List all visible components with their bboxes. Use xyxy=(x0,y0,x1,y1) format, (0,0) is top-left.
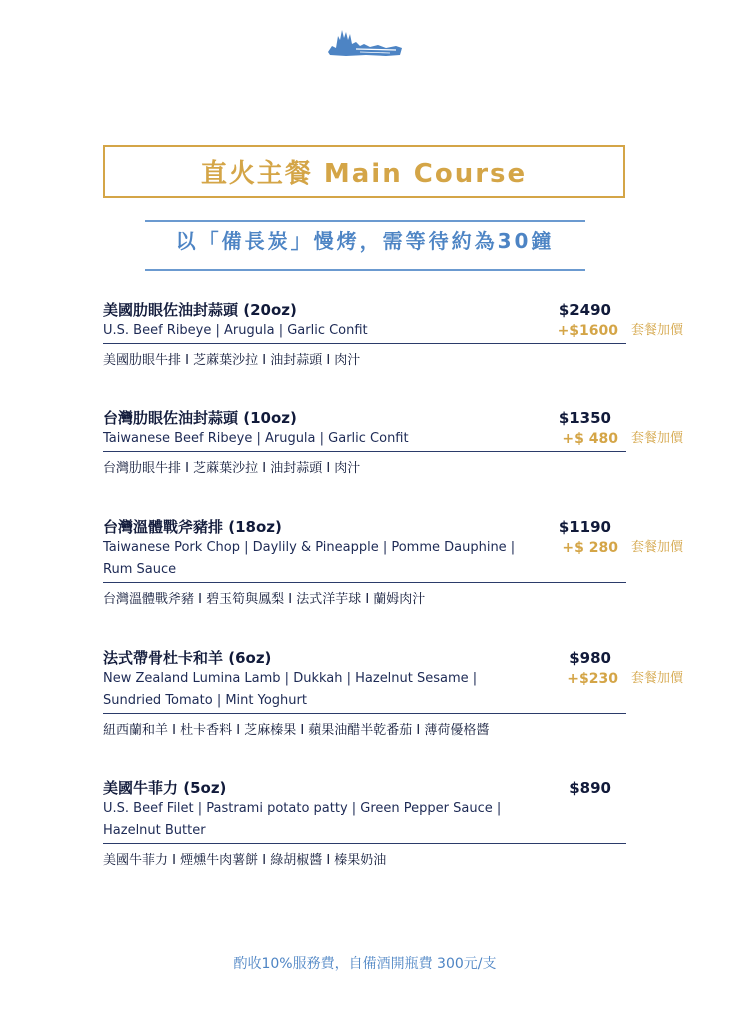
item-name: 美國牛菲力 (5oz) xyxy=(103,779,227,797)
item-price: $1190 xyxy=(558,518,611,536)
item-chinese-description: 美國牛菲力 I 煙燻牛肉薯餅 I 綠胡椒醬 I 榛果奶油 xyxy=(103,853,387,868)
item-english-description: Taiwanese Pork Chop | Daylily & Pineapple | Pomme Dauphine | Rum Sauce xyxy=(103,540,516,577)
section-title: 直火主餐 Main Course xyxy=(200,159,528,189)
item-chinese-description: 紐西蘭和羊 I 杜卡香料 I 芝麻榛果 I 蘋果油醋半乾番茄 I 薄荷優格醬 xyxy=(103,723,490,738)
service-charge-note: 酌收10%服務費，自備酒開瓶費 300元/支 xyxy=(233,956,497,972)
item-divider xyxy=(103,713,626,714)
item-price: $980 xyxy=(569,649,611,667)
set-meal-surcharge-label: 套餐加價 xyxy=(631,323,684,338)
item-name: 台灣溫體戰斧豬排 (18oz) xyxy=(103,518,282,536)
set-meal-surcharge: +$ 280 xyxy=(562,540,618,556)
menu-item xyxy=(103,517,691,609)
item-chinese-description: 台灣溫體戰斧豬 I 碧玉筍與鳳梨 I 法式洋芋球 I 蘭姆肉汁 xyxy=(103,592,426,607)
item-english-description: Taiwanese Beef Ribeye | Arugula | Garlic Confit xyxy=(103,431,409,446)
item-english-description: U.S. Beef Ribeye | Arugula | Garlic Confit xyxy=(103,323,368,338)
item-chinese-description: 台灣肋眼牛排 I 芝蔴葉沙拉 I 油封蒜頭 I 肉汁 xyxy=(103,461,361,476)
item-price: $1350 xyxy=(558,409,611,427)
item-divider xyxy=(103,343,626,344)
item-divider xyxy=(103,582,626,583)
menu-item xyxy=(103,408,691,478)
item-name: 美國肋眼佐油封蒜頭 (20oz) xyxy=(103,301,297,319)
menu-item xyxy=(103,648,691,740)
item-name: 法式帶骨杜卡和羊 (6oz) xyxy=(103,649,272,667)
menu-item xyxy=(103,778,691,870)
set-meal-surcharge: +$1600 xyxy=(557,323,618,339)
item-chinese-description: 美國肋眼牛排 I 芝蔴葉沙拉 I 油封蒜頭 I 肉汁 xyxy=(103,353,361,368)
set-meal-surcharge-label: 套餐加價 xyxy=(631,431,684,446)
subtitle-rule-top xyxy=(145,220,585,222)
menu-item xyxy=(103,300,691,370)
item-price: $2490 xyxy=(558,301,611,319)
subtitle-rule-bottom xyxy=(145,269,585,271)
item-english-description: New Zealand Lumina Lamb | Dukkah | Hazelnut Sesame | Sundried Tomato | Mint Yoghurt xyxy=(103,671,478,708)
set-meal-surcharge: +$ 480 xyxy=(562,431,618,447)
item-divider xyxy=(103,843,626,844)
castle-logo-icon xyxy=(326,22,404,58)
item-divider xyxy=(103,451,626,452)
item-english-description: U.S. Beef Filet | Pastrami potato patty | Green Pepper Sauce | Hazelnut Butter xyxy=(103,801,502,838)
set-meal-surcharge-label: 套餐加價 xyxy=(631,671,684,686)
item-price: $890 xyxy=(569,779,611,797)
subtitle: 以「備長炭」慢烤，需等待約為30鐘 xyxy=(175,229,555,253)
set-meal-surcharge: +$230 xyxy=(567,671,618,687)
section-title-box xyxy=(103,145,625,198)
set-meal-surcharge-label: 套餐加價 xyxy=(631,540,684,555)
item-name: 台灣肋眼佐油封蒜頭 (10oz) xyxy=(103,409,297,427)
